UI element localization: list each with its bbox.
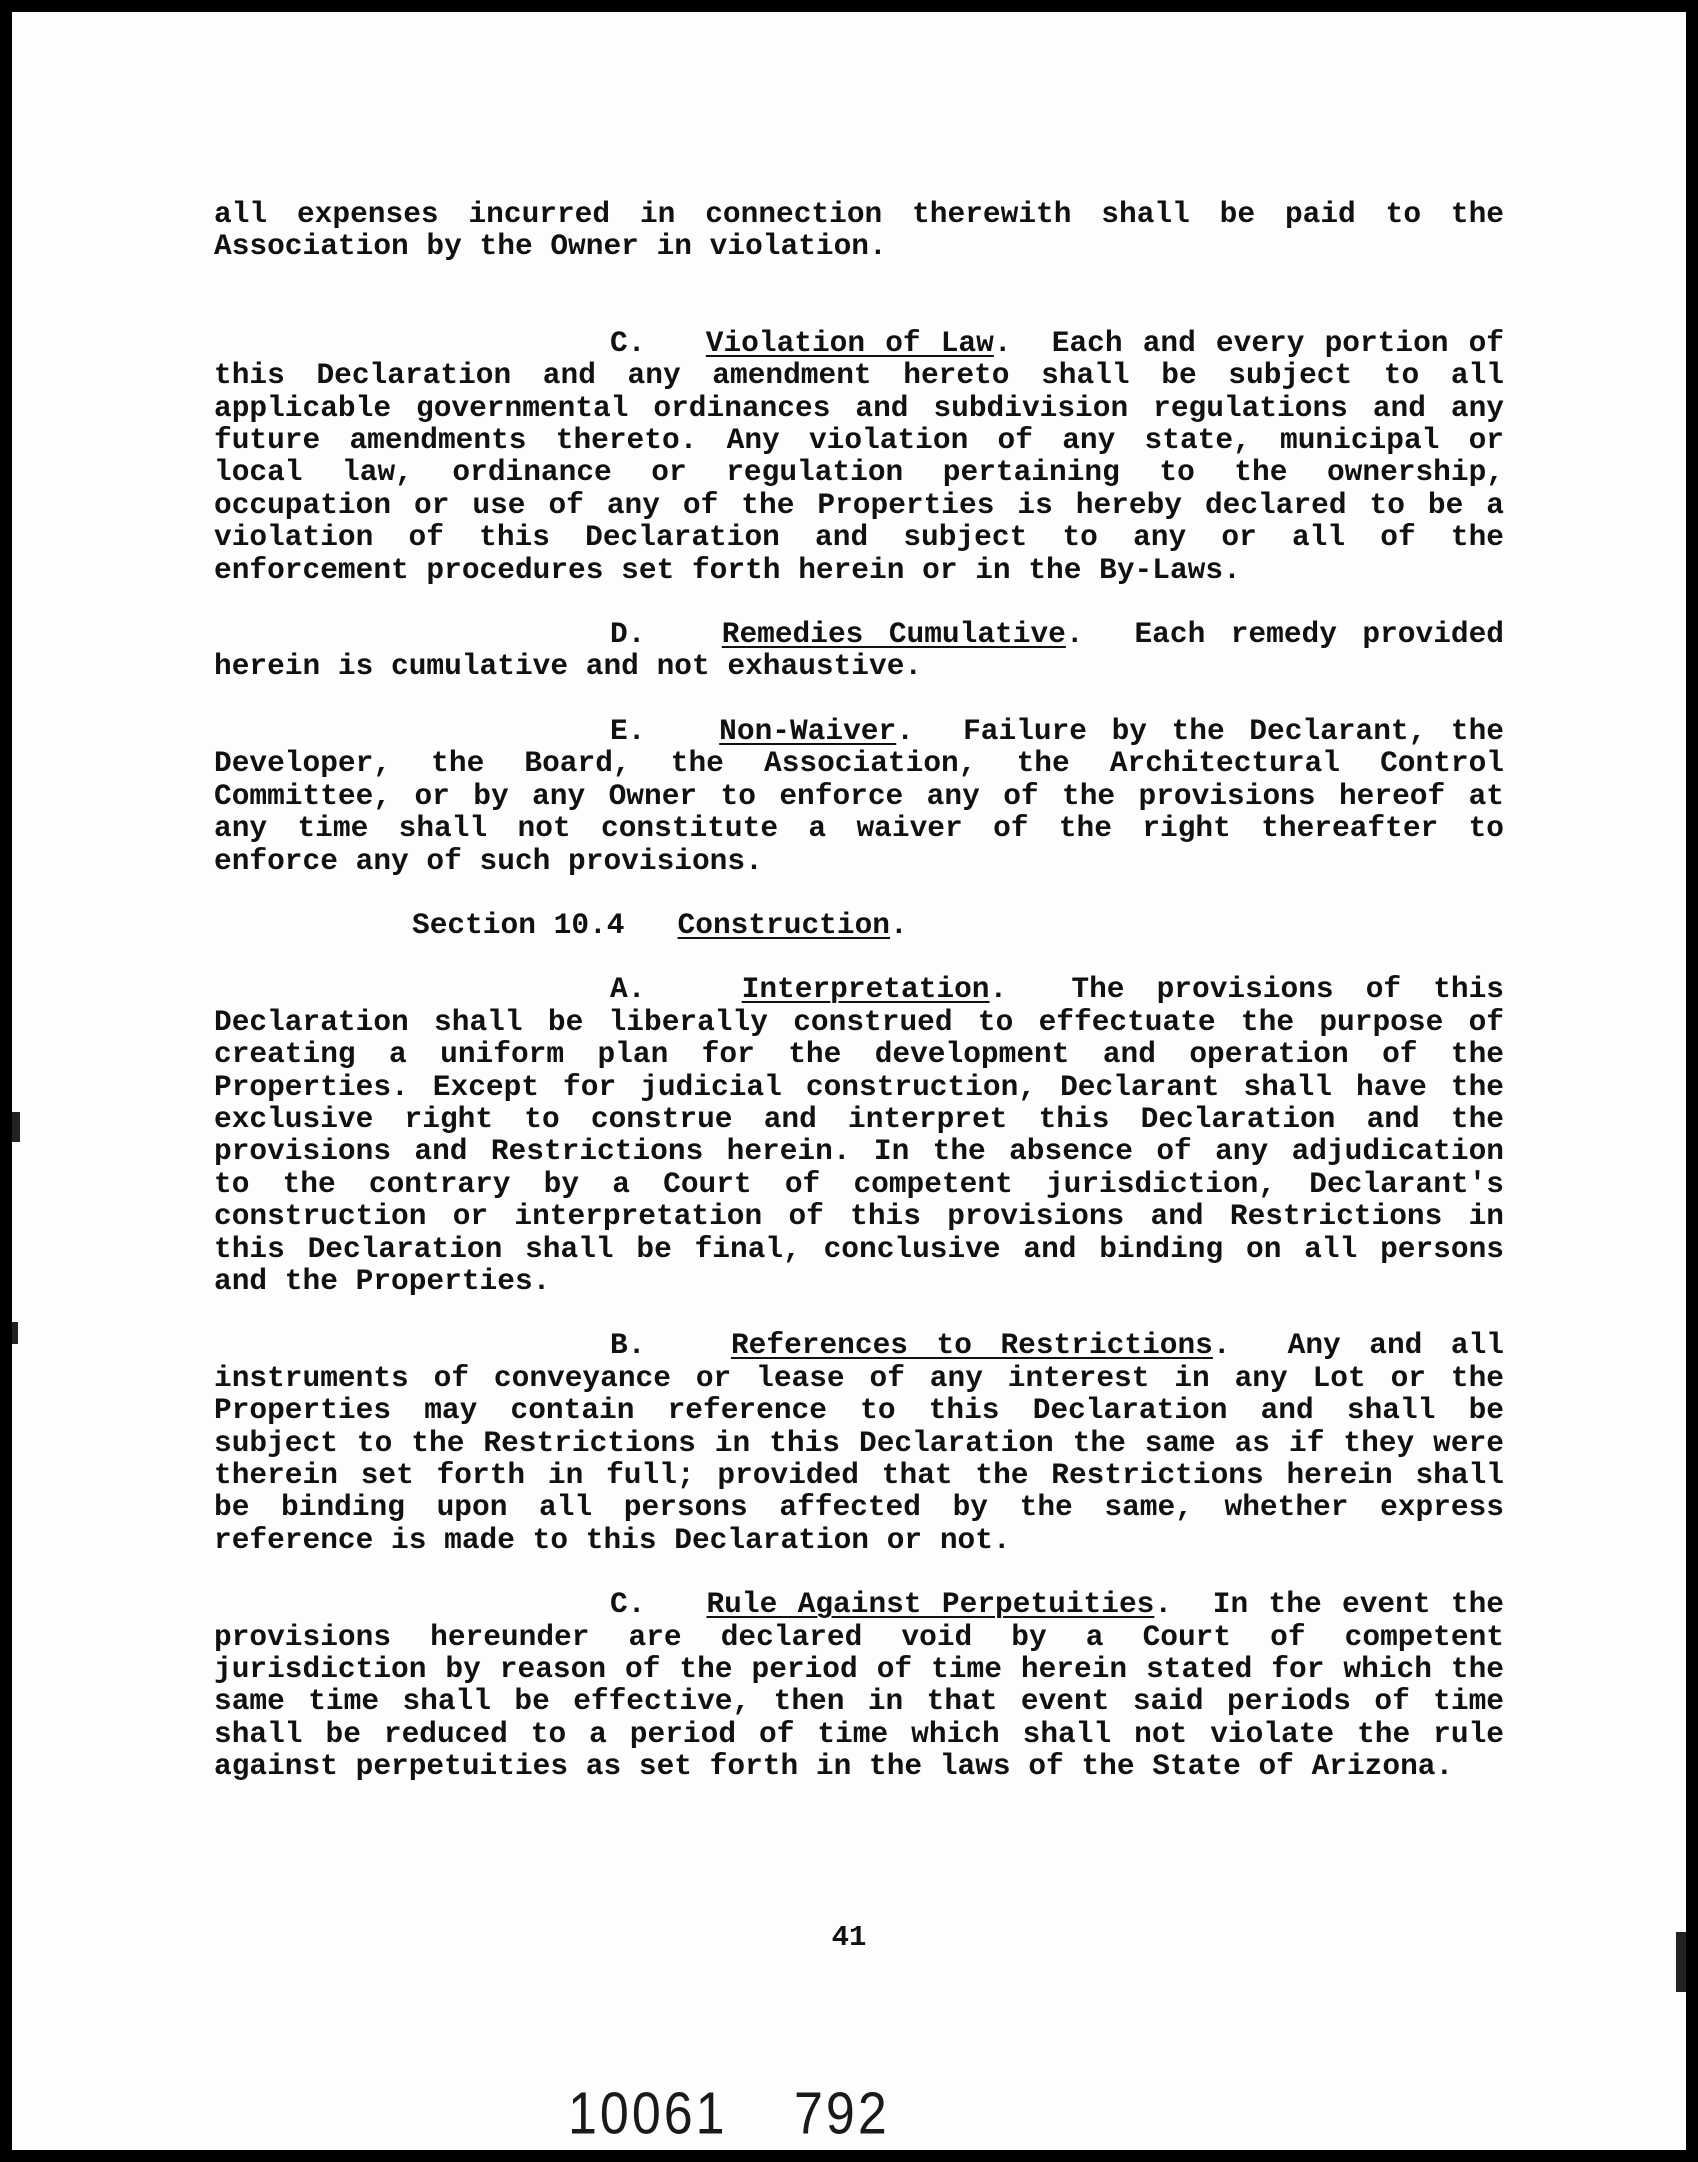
item-letter: E. xyxy=(610,713,646,748)
heading-remedies-cumulative: Remedies Cumulative xyxy=(721,617,1066,652)
body-rule-against-perpetuities: In the event the provisions hereunder are declared void by a Court of competent jurisdiction by reason of the period of time herein stated for which the same time shall be effective, then in that event said periods of time shall be reduced to a period of time which shall not violate the rule against perpetuities as set forth in the laws of the State of Arizona. xyxy=(214,1587,1505,1784)
item-letter: B. xyxy=(610,1328,646,1363)
heading-references-to-restrictions: References to Restrictions xyxy=(730,1328,1213,1363)
docket-page-number: 792 xyxy=(794,2080,890,2148)
item-letter: A. xyxy=(610,972,646,1007)
scan-edge-mark xyxy=(1676,1932,1686,1992)
heading-rule-against-perpetuities: Rule Against Perpetuities xyxy=(706,1587,1155,1622)
item-letter: D. xyxy=(610,617,646,652)
paragraph-non-waiver: E. Non-Waiver. Failure by the Declarant, the Developer, the Board, the Association, the Architectural Control Committee, or by any Owner to enforce any of the provisions hereof at any time shall not constitute a waiver of the right thereafter to enforce any of such provisions. xyxy=(214,713,1505,878)
continuation-paragraph: all expenses incurred in connection therewith shall be paid to the Association by the Owner in violation. xyxy=(214,197,1504,264)
body-interpretation: The provisions of this Declaration shall be liberally construed to effectuate the purpose of creating a uniform plan for the development and operation of the Properties. Except for judicial construction, Declarant shall have the exclusive right to construe and interpret this Declaration and the provisions and Restrictions herein. In the absence of any adjudication to the contrary by a Court of competent jurisdiction, Declarant's construction or interpretation of this provisions and Restrictions in this Declaration shall be final, conclusive and binding on all persons and the Properties. xyxy=(214,972,1505,1298)
heading-non-waiver: Non-Waiver xyxy=(719,713,897,748)
scan-edge-mark xyxy=(12,1112,20,1142)
paragraph-rule-against-perpetuities: C. Rule Against Perpetuities. In the event the provisions hereunder are declared void by a Court of competent jurisdiction by reason of the period of time herein stated for which the same time shall be effective, then in that event said periods of time shall be reduced to a period of time which shall not violate the rule against perpetuities as set forth in the laws of the State of Arizona. xyxy=(214,1587,1505,1784)
item-letter: C. xyxy=(610,325,646,360)
body-non-waiver: Failure by the Declarant, the Developer, the Board, the Association, the Architectural Control Committee, or by any Owner to enforce any of the provisions hereof at any time shall not constitute a waiver of the right thereafter to enforce any of such provisions. xyxy=(214,713,1505,878)
docket-book-number: 10061 xyxy=(568,2080,728,2148)
document-page xyxy=(12,12,1686,2150)
section-title: Construction xyxy=(677,907,890,942)
scan-edge-mark xyxy=(12,1322,18,1344)
item-letter: C. xyxy=(610,1587,646,1622)
paragraph-remedies-cumulative: D. Remedies Cumulative. Each remedy provided herein is cumulative and not exhaustive. xyxy=(214,617,1505,684)
body-remedies-cumulative: Each remedy provided herein is cumulative and not exhaustive. xyxy=(214,617,1505,684)
section-heading: Section 10.4 Construction. xyxy=(412,907,908,942)
paragraph-violation-of-law: C. Violation of Law. Each and every portion of this Declaration and any amendment hereto shall be subject to all applicable governmental ordinances and subdivision regulations and any future amendments thereto. Any violation of any state, municipal or local law, ordinance or regulation pertaining to the ownership, occupation or use of any of the Properties is hereby declared to be a violation of this Declaration and subject to any or all of the enforcement procedures set forth herein or in the By-Laws. xyxy=(214,325,1505,587)
paragraph-interpretation: A. Interpretation. The provisions of this Declaration shall be liberally construed to effectuate the purpose of creating a uniform plan for the development and operation of the Properties. Except for judicial construction, Declarant shall have the exclusive right to construe and interpret this Declaration and the provisions and Restrictions herein. In the absence of any adjudication to the contrary by a Court of competent jurisdiction, Declarant's construction or interpretation of this provisions and Restrictions in this Declaration shall be final, conclusive and binding on all persons and the Properties. xyxy=(214,972,1505,1298)
section-label: Section 10.4 xyxy=(412,907,625,942)
paragraph-references-to-restrictions: B. References to Restrictions. Any and all instruments of conveyance or lease of any interest in any Lot or the Properties may contain reference to this Declaration and shall be subject to the Restrictions in this Declaration the same as if they were therein set forth in full; provided that the Restrictions herein shall be binding upon all persons affected by the same, whether express reference is made to this Declaration or not. xyxy=(214,1328,1505,1557)
body-references-to-restrictions: Any and all instruments of conveyance or lease of any interest in any Lot or the Properties may contain reference to this Declaration and shall be subject to the Restrictions in this Declaration the same as if they were therein set forth in full; provided that the Restrictions herein shall be binding upon all persons affected by the same, whether express reference is made to this Declaration or not. xyxy=(214,1328,1505,1557)
page-number: 41 xyxy=(831,1921,867,1954)
heading-interpretation: Interpretation xyxy=(741,972,990,1007)
document-body xyxy=(214,198,1504,1783)
body-violation-of-law: Each and every portion of this Declaration and any amendment hereto shall be subject to all applicable governmental ordinances and subdivision regulations and any future amendments thereto. Any violation of any state, municipal or local law, ordinance or regulation pertaining to the ownership, occupation or use of any of the Properties is hereby declared to be a violation of this Declaration and subject to any or all of the enforcement procedures set forth herein or in the By-Laws. xyxy=(214,325,1505,587)
heading-violation-of-law: Violation of Law xyxy=(705,325,994,360)
